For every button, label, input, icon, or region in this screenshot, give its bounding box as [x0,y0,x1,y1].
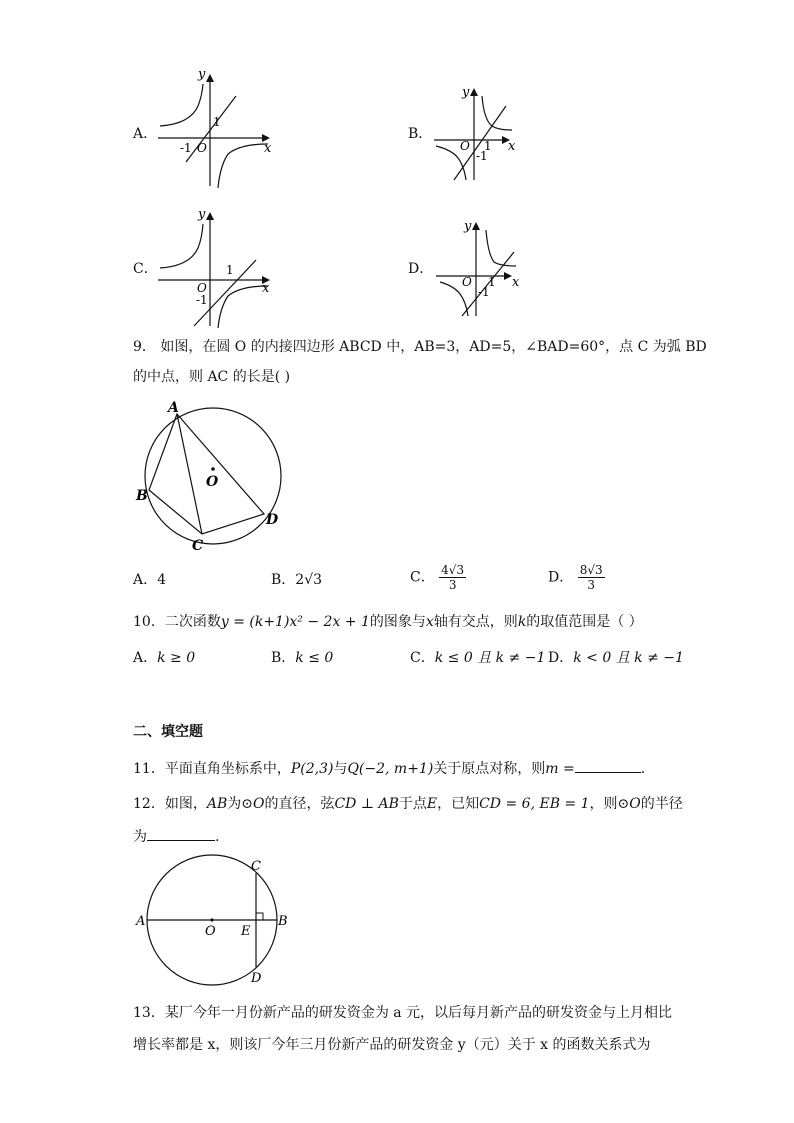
origin-label: O [462,275,472,289]
q10-stem-end: 的取值范围是（ ） [526,614,643,630]
point-label-a: A [136,914,146,929]
origin-label: O [197,281,207,295]
q10-option-b-letter: B． [271,650,296,666]
tick-label-one: 1 [484,139,492,153]
q12-text-2: 的直径，弦 [264,796,335,812]
option-c-letter: C． [133,261,158,277]
tick-label-neg-one: -1 [196,293,208,307]
point-label-b: B [136,488,148,504]
q10-stem-prefix: 10．二次函数 [133,614,221,630]
q10-option-a [133,648,195,668]
axis-label-y: y [198,207,206,222]
axis-label-x: x [508,139,516,154]
graph-option-c [150,204,280,328]
option-b-letter: B． [408,126,433,142]
q11-mid: 与 [333,761,348,777]
q9-option-d-letter: D． [548,569,574,586]
tick-label-neg-one: -1 [476,149,488,163]
q10-option-a-value: k ≥ 0 [157,650,196,666]
q12-text-1: 为⊙ [227,796,253,812]
q10-option-c [410,648,545,668]
q12-o-2: O [629,796,641,812]
origin-label: O [197,141,207,155]
q11-point-q: Q(−2, m+1) [347,761,434,777]
q12-text-3: 于点 [398,796,427,812]
q12-o: O [252,796,265,812]
graph-option-a [150,66,280,190]
q10-formula: y = (k+1)x² − 2x + 1 [220,614,370,630]
origin-label: O [460,139,470,153]
q9-option-d-fraction [578,563,605,592]
axis-label-x: x [264,141,272,156]
q9-option-c-fraction [439,563,466,592]
point-label-c: C [192,538,204,554]
q10-stem-suffix: 轴有交点，则 [433,614,518,630]
q9-option-c-letter: C． [410,569,435,586]
q9-option-a-value: 4 [157,572,167,588]
q12-perp: CD ⊥ AB [334,796,399,812]
point-label-d: D [251,971,262,986]
q12-circle-figure [132,852,292,992]
q12-stem-line2 [133,826,219,847]
option-d-letter: D． [408,261,434,277]
fraction-numerator: 8√3 [579,563,603,577]
q12-text-4: ，已知 [437,796,480,812]
point-label-b: B [278,914,288,929]
q13-stem-line2: 增长率都是 x，则该厂今年三月份新产品的研发资金 y（元）关于 x 的函数关系式为 [133,1037,651,1053]
q9-option-d [548,563,605,592]
q10-option-d-value: k < 0 且 k ≠ −1 [573,650,684,666]
q11-var-m: m = [545,761,575,777]
q12-end: . [215,829,220,845]
q10-option-d [548,648,684,668]
q12-text-5: ，则⊙ [589,796,630,812]
fraction-denominator: 3 [448,578,457,592]
q10-option-d-letter: D． [548,650,574,666]
tick-label-neg-one: -1 [180,141,192,155]
q12-ab: AB [206,796,228,812]
q11-stem [133,758,645,779]
q9-option-b-value: 2√3 [295,572,323,588]
q12-answer-blank[interactable] [147,826,215,841]
tick-label-neg-one: -1 [478,285,490,299]
section-title-fill-in: 二、填空题 [133,724,203,740]
point-label-o: O [206,474,219,490]
option-a-letter: A． [133,126,158,142]
graph-option-d [432,216,532,320]
point-label-a: A [168,400,179,416]
q11-suffix: 关于原点对称，则 [433,761,546,777]
graph-option-b [430,84,530,184]
q10-stem-mid: 的图象与 [369,614,426,630]
fraction-denominator: 3 [587,578,595,592]
q12-stem-line1 [133,794,683,814]
q9-option-b-letter: B． [271,572,296,588]
point-label-e: E [241,924,251,939]
tick-label-one: 1 [488,275,496,289]
axis-label-y: y [464,219,472,234]
q11-prefix: 11．平面直角坐标系中， [133,761,291,777]
point-label-o: O [205,924,216,939]
q9-option-b [271,570,322,590]
tick-label-one: 1 [213,115,221,129]
q10-option-b [271,648,333,668]
q9-stem-line1: 9． 如图，在圆 O 的内接四边形 ABCD 中，AB=3，AD=5，∠BAD=60°，点 C 为弧 BD [133,339,707,355]
q12-prefix: 12．如图， [133,796,207,812]
q9-option-a [133,570,166,590]
q10-option-c-letter: C． [410,650,435,666]
q11-answer-blank[interactable] [575,758,641,773]
q10-axis: x [425,614,434,630]
axis-label-x: x [262,281,270,296]
q12-e: E [426,796,438,812]
q13-stem-line1: 13．某厂今年一月份新产品的研发资金为 a 元，以后每月新产品的研发资金与上月相比 [133,1005,673,1021]
q10-option-a-letter: A． [133,650,158,666]
q10-option-c-value: k ≤ 0 且 k ≠ −1 [434,650,546,666]
tick-label-one: 1 [226,263,234,277]
q9-circle-figure [132,396,292,556]
axis-label-y: y [462,85,470,100]
axis-label-y: y [198,67,206,82]
q9-option-c [410,563,466,592]
q10-option-b-value: k ≤ 0 [295,650,334,666]
fraction-numerator: 4√3 [441,563,465,577]
q11-point-p: P(2,3) [290,761,334,777]
axis-label-x: x [512,275,520,290]
point-label-c: C [251,859,261,874]
q12-text-6: 的半径 [640,796,683,812]
q9-option-a-letter: A． [133,572,158,588]
q10-stem [133,612,643,632]
q9-stem-line2: 的中点，则 AC 的长是( ) [133,369,291,385]
q12-given: CD = 6, EB = 1 [479,796,590,812]
q12-line2-prefix: 为 [133,829,147,845]
q11-end: . [640,761,646,777]
q10-var: k [517,614,527,630]
point-label-d: D [266,512,279,528]
